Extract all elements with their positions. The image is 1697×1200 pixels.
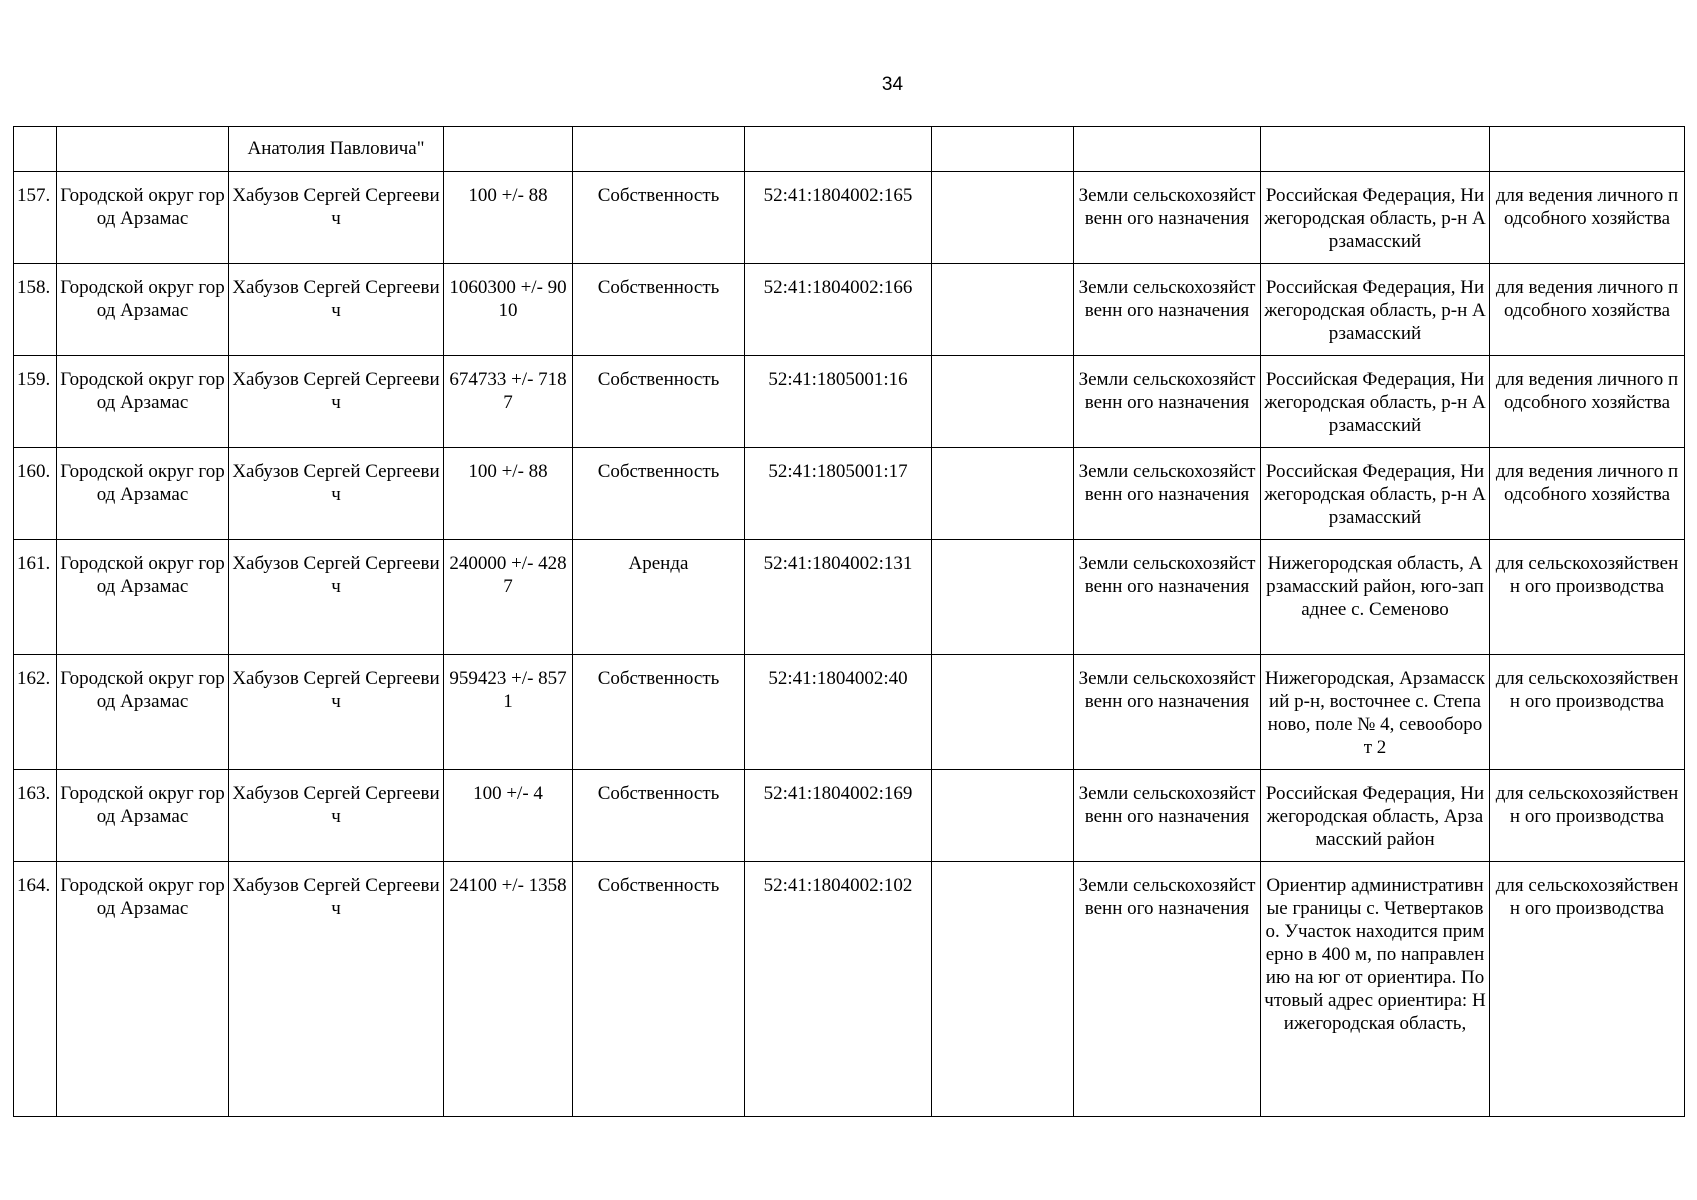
land-category-cell: Земли сельскохозяйственн ого назначения: [1074, 540, 1261, 655]
right-type-cell: Собственность: [573, 770, 745, 862]
right-type-cell: Собственность: [573, 448, 745, 540]
extra-cell: [932, 770, 1074, 862]
extra-cell: [932, 862, 1074, 1117]
extra-cell: [932, 540, 1074, 655]
owner-cell: Хабузов Сергей Сергеевич: [229, 540, 444, 655]
table-row: [14, 770, 1685, 862]
municipality-cell: [57, 127, 229, 172]
cadastral-number-cell: 52:41:1804002:169: [745, 770, 932, 862]
municipality-cell: Городской округ город Арзамас: [57, 770, 229, 862]
land-category-cell: Земли сельскохозяйственн ого назначения: [1074, 264, 1261, 356]
permitted-use-cell: для ведения личного подсобного хозяйства: [1490, 172, 1685, 264]
cadastral-number-cell: 52:41:1805001:17: [745, 448, 932, 540]
area-cell: 674733 +/- 7187: [444, 356, 573, 448]
land-category-cell: Земли сельскохозяйственн ого назначения: [1074, 655, 1261, 770]
owner-cell: Хабузов Сергей Сергеевич: [229, 655, 444, 770]
cadastral-number-cell: 52:41:1805001:16: [745, 356, 932, 448]
table-row: [14, 655, 1685, 770]
extra-cell: [932, 264, 1074, 356]
row-number-cell: 163.: [14, 770, 57, 862]
right-type-cell: [573, 127, 745, 172]
owner-cell: Хабузов Сергей Сергеевич: [229, 770, 444, 862]
cadastral-number-cell: 52:41:1804002:166: [745, 264, 932, 356]
cadastral-number-cell: 52:41:1804002:165: [745, 172, 932, 264]
permitted-use-cell: для сельскохозяйственн ого производства: [1490, 862, 1685, 1117]
permitted-use-cell: для сельскохозяйственн ого производства: [1490, 655, 1685, 770]
area-cell: 24100 +/- 1358: [444, 862, 573, 1117]
row-number-cell: [14, 127, 57, 172]
row-number-cell: 159.: [14, 356, 57, 448]
extra-cell: [932, 127, 1074, 172]
table-row: [14, 448, 1685, 540]
row-number-cell: 164.: [14, 862, 57, 1117]
permitted-use-cell: для ведения личного подсобного хозяйства: [1490, 448, 1685, 540]
table-row: [14, 356, 1685, 448]
extra-cell: [932, 356, 1074, 448]
extra-cell: [932, 448, 1074, 540]
row-number-cell: 161.: [14, 540, 57, 655]
permitted-use-cell: [1490, 127, 1685, 172]
area-cell: 240000 +/- 4287: [444, 540, 573, 655]
cadastral-number-cell: 52:41:1804002:102: [745, 862, 932, 1117]
permitted-use-cell: для ведения личного подсобного хозяйства: [1490, 356, 1685, 448]
row-number-cell: 158.: [14, 264, 57, 356]
area-cell: 100 +/- 88: [444, 172, 573, 264]
owner-cell: Хабузов Сергей Сергеевич: [229, 264, 444, 356]
area-cell: [444, 127, 573, 172]
row-number-cell: 160.: [14, 448, 57, 540]
address-cell: Ориентир административные границы с. Четвертаково. Участок находится примерно в 400 м, по направлению на юг от ориентира. Почтовый адрес ориентира: Нижегородская область,: [1261, 862, 1490, 1117]
owner-cell: Хабузов Сергей Сергеевич: [229, 356, 444, 448]
municipality-cell: Городской округ город Арзамас: [57, 448, 229, 540]
address-cell: Российская Федерация, Нижегородская область, Арзамасский район: [1261, 770, 1490, 862]
land-registry-table: [13, 126, 1685, 1117]
address-cell: Российская Федерация, Нижегородская область, р-н Арзамасский: [1261, 448, 1490, 540]
right-type-cell: Собственность: [573, 264, 745, 356]
land-category-cell: Земли сельскохозяйственн ого назначения: [1074, 862, 1261, 1117]
area-cell: 100 +/- 88: [444, 448, 573, 540]
area-cell: 100 +/- 4: [444, 770, 573, 862]
cadastral-number-cell: [745, 127, 932, 172]
land-category-cell: Земли сельскохозяйственн ого назначения: [1074, 172, 1261, 264]
row-number-cell: 162.: [14, 655, 57, 770]
address-cell: Российская Федерация, Нижегородская область, р-н Арзамасский: [1261, 356, 1490, 448]
municipality-cell: Городской округ город Арзамас: [57, 356, 229, 448]
land-category-cell: [1074, 127, 1261, 172]
permitted-use-cell: для сельскохозяйственн ого производства: [1490, 770, 1685, 862]
extra-cell: [932, 655, 1074, 770]
row-number-cell: 157.: [14, 172, 57, 264]
address-cell: [1261, 127, 1490, 172]
address-cell: Российская Федерация, Нижегородская область, р-н Арзамасский: [1261, 172, 1490, 264]
permitted-use-cell: для сельскохозяйственн ого производства: [1490, 540, 1685, 655]
land-category-cell: Земли сельскохозяйственн ого назначения: [1074, 356, 1261, 448]
continuation-row: [14, 127, 1685, 172]
municipality-cell: Городской округ город Арзамас: [57, 655, 229, 770]
cadastral-number-cell: 52:41:1804002:40: [745, 655, 932, 770]
municipality-cell: Городской округ город Арзамас: [57, 540, 229, 655]
right-type-cell: Собственность: [573, 172, 745, 264]
cadastral-number-cell: 52:41:1804002:131: [745, 540, 932, 655]
table-row: [14, 264, 1685, 356]
right-type-cell: Собственность: [573, 356, 745, 448]
page-number: 34: [881, 74, 904, 95]
owner-cell: Хабузов Сергей Сергеевич: [229, 448, 444, 540]
table-row: [14, 172, 1685, 264]
right-type-cell: Собственность: [573, 655, 745, 770]
land-category-cell: Земли сельскохозяйственн ого назначения: [1074, 448, 1261, 540]
address-cell: Российская Федерация, Нижегородская область, р-н Арзамасский: [1261, 264, 1490, 356]
right-type-cell: Аренда: [573, 540, 745, 655]
table-row: [14, 540, 1685, 655]
permitted-use-cell: для ведения личного подсобного хозяйства: [1490, 264, 1685, 356]
extra-cell: [932, 172, 1074, 264]
municipality-cell: Городской округ город Арзамас: [57, 264, 229, 356]
address-cell: Нижегородская область, Арзамасский район, юго-западнее с. Семеново: [1261, 540, 1490, 655]
area-cell: 1060300 +/- 9010: [444, 264, 573, 356]
right-type-cell: Собственность: [573, 862, 745, 1117]
address-cell: Нижегородская, Арзамасский р-н, восточнее с. Степаново, поле № 4, севооборот 2: [1261, 655, 1490, 770]
land-category-cell: Земли сельскохозяйственн ого назначения: [1074, 770, 1261, 862]
municipality-cell: Городской округ город Арзамас: [57, 172, 229, 264]
owner-cell: Анатолия Павловича": [229, 127, 444, 172]
table-row: [14, 862, 1685, 1117]
area-cell: 959423 +/- 8571: [444, 655, 573, 770]
owner-cell: Хабузов Сергей Сергеевич: [229, 172, 444, 264]
municipality-cell: Городской округ город Арзамас: [57, 862, 229, 1117]
owner-cell: Хабузов Сергей Сергеевич: [229, 862, 444, 1117]
